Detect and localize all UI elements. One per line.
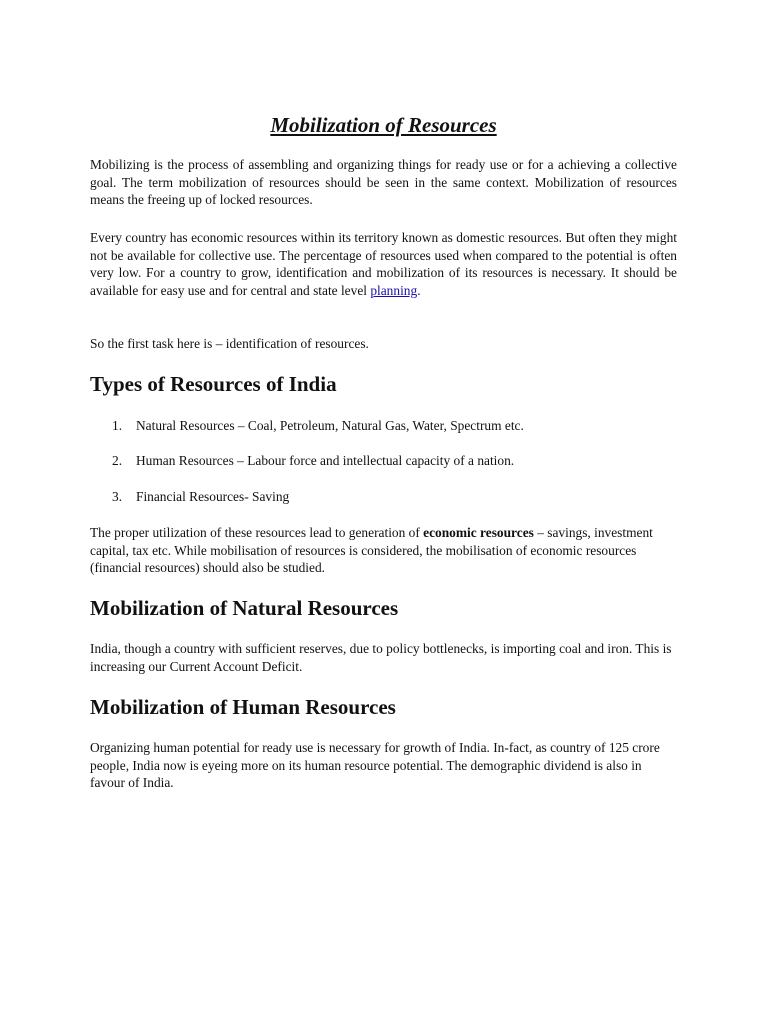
domestic-resources-end: .: [417, 282, 421, 298]
document-title: Mobilization of Resources: [270, 113, 497, 137]
list-number: 2.: [112, 453, 123, 468]
planning-link[interactable]: planning: [370, 282, 418, 298]
economic-resources-bold: economic resources: [423, 525, 534, 540]
human-resources-paragraph: Organizing human potential for ready use is necessary for growth of India. In-fact, as country of 125 crore people, India now is eyeing more on its human resource potential. The demographic dividend is also in favour of India.: [90, 740, 660, 791]
list-number: 1.: [112, 418, 123, 433]
utilization-text-end: – savings, investment capital, tax etc. While mobilisation of resources is considered, the mobilisation of economic resources (financial resources) should also be studied.: [90, 525, 653, 576]
first-task-paragraph: So the first task here is – identification of resources.: [90, 336, 369, 351]
human-resources-heading: Mobilization of Human Resources: [90, 695, 396, 719]
domestic-resources-text: Every country has economic resources within its territory known as domestic resources. But often they might not be available for collective use. The percentage of resources used when compared to the potential is often very low. For a country to grow, identification and mobilization of its resources is necessary. It should be available for easy use and for central and state level: [90, 230, 677, 298]
types-heading: Types of Resources of India: [90, 372, 337, 396]
utilization-paragraph: [90, 524, 677, 577]
list-text: Human Resources – Labour force and intellectual capacity of a nation.: [136, 453, 515, 468]
intro-paragraph: Mobilizing is the process of assembling and organizing things for ready use or for a achieving a collective goal. The term mobilization of resources should be seen in the same context. Mobilization of resources means the freeing up of locked resources.: [90, 157, 677, 208]
list-text: Financial Resources- Saving: [136, 489, 290, 504]
list-item: [112, 488, 289, 506]
utilization-text: The proper utilization of these resources lead to generation of: [90, 525, 424, 540]
natural-resources-heading: Mobilization of Natural Resources: [90, 596, 399, 620]
domestic-resources-paragraph: [90, 229, 677, 299]
list-number: 3.: [112, 489, 123, 504]
list-item: [112, 417, 524, 435]
list-text: Natural Resources – Coal, Petroleum, Natural Gas, Water, Spectrum etc.: [136, 418, 524, 433]
list-item: [112, 452, 514, 470]
natural-resources-paragraph: India, though a country with sufficient reserves, due to policy bottlenecks, is importing coal and iron. This is increasing our Current Account Deficit.: [90, 641, 672, 674]
